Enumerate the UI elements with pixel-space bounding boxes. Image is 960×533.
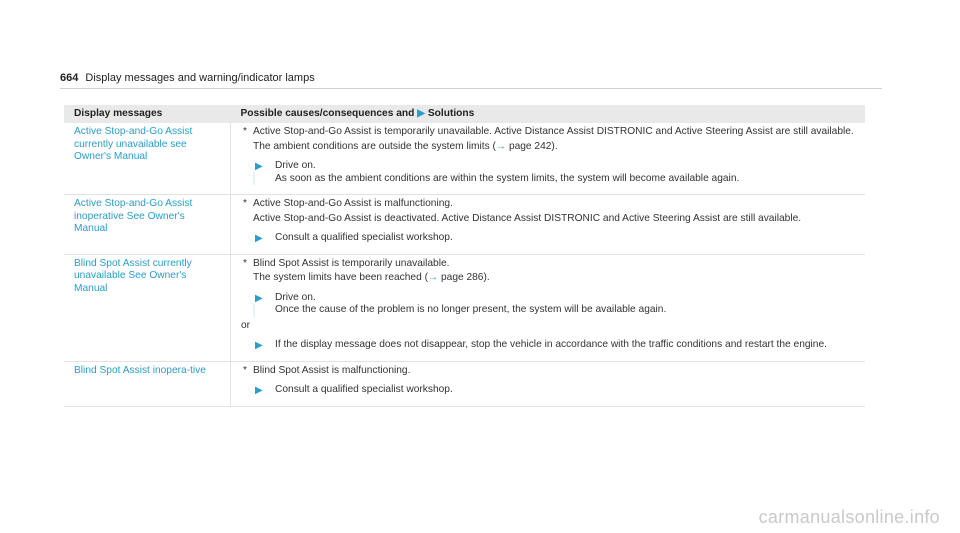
- detail-text: [241, 272, 855, 285]
- causes-solutions-cell: [231, 254, 866, 361]
- causes-solutions-cell: [231, 195, 866, 255]
- cause-text: Active Stop-and-Go Assist is malfunctioning.: [253, 198, 453, 209]
- causes-solutions-cell: [231, 361, 866, 406]
- detail-text-part: The system limits have been reached (: [253, 272, 428, 283]
- page-reference-link[interactable]: page 286).: [438, 272, 490, 283]
- cause: [241, 126, 855, 139]
- solution-step: [241, 232, 855, 245]
- table-row: [64, 195, 865, 255]
- page-header: [60, 72, 315, 84]
- watermark: carmanualsonline.info: [758, 507, 940, 527]
- display-message: Blind Spot Assist inopera-tive: [64, 361, 231, 406]
- column-header-causes: Possible causes/consequences and: [240, 107, 415, 119]
- detail-text: [241, 141, 855, 154]
- step-text: If the display message does not disappear, stop the vehicle in accordance with the traffic conditions and restart the engine.: [275, 339, 827, 350]
- table-header-row: [64, 105, 865, 123]
- column-header-causes-solutions: [231, 105, 866, 123]
- step-arrow-icon: ▶: [255, 385, 263, 396]
- column-header-solutions: Solutions: [427, 107, 475, 119]
- or-separator: or: [241, 319, 251, 331]
- step-arrow-icon: ▶: [255, 233, 263, 244]
- display-message: Active Stop-and-Go Assist currently unavailable see Owner's Manual: [64, 123, 231, 195]
- detail-text: Active Stop-and-Go Assist is deactivated. Active Distance Assist DISTRONIC and Active Steering Assist are still available.: [253, 212, 802, 224]
- cause: [241, 198, 855, 211]
- page-number: 664: [60, 72, 79, 84]
- asterisk-icon: *: [243, 198, 247, 209]
- display-message: Blind Spot Assist currently unavailable See Owner's Manual: [64, 254, 231, 361]
- page-header-title: Display messages and warning/indicator lamps: [85, 72, 315, 84]
- step-arrow-icon: ▶: [255, 161, 263, 172]
- page-reference-link[interactable]: page 242).: [506, 140, 558, 152]
- solution-step: [241, 339, 855, 352]
- step-marker-bar: [253, 304, 255, 317]
- header-divider: [60, 88, 882, 89]
- step-arrow-icon: ▶: [255, 292, 263, 304]
- cause-text: Active Stop-and-Go Assist is temporarily unavailable. Active Distance Assist DISTRONIC and Active Steering Assist are still available.: [253, 126, 854, 137]
- display-messages-table: [64, 105, 865, 407]
- detail-text-part: The ambient conditions are outside the system limits (: [253, 140, 496, 152]
- display-message: Active Stop-and-Go Assist inoperative See Owner's Manual: [64, 195, 231, 255]
- causes-solutions-cell: [231, 123, 866, 195]
- step-note: Once the cause of the problem is no longer present, the system will be available again.: [275, 304, 667, 315]
- asterisk-icon: *: [243, 257, 247, 269]
- step-text: Drive on.: [275, 291, 316, 303]
- asterisk-icon: *: [243, 364, 247, 376]
- step-text: Drive on.: [275, 160, 316, 171]
- table-row: [64, 123, 865, 195]
- solution-step: [241, 160, 855, 185]
- step-text: Consult a qualified specialist workshop.: [275, 384, 453, 395]
- column-header-display-messages: Display messages: [64, 105, 231, 123]
- step-note: As soon as the ambient conditions are within the system limits, the system will become available again.: [275, 172, 740, 184]
- cause: [241, 365, 855, 378]
- solutions-arrow-icon: ▶: [417, 107, 426, 119]
- step-text: Consult a qualified specialist workshop.: [275, 232, 453, 243]
- solution-step: [241, 384, 855, 397]
- cause: [241, 258, 855, 271]
- asterisk-icon: *: [243, 126, 247, 137]
- page-reference-arrow-icon: →: [427, 272, 439, 283]
- table-row: [64, 254, 865, 361]
- cause-text: Blind Spot Assist is temporarily unavailable.: [253, 257, 450, 269]
- table-row: [64, 361, 865, 406]
- solution-step: [241, 292, 855, 317]
- step-arrow-icon: ▶: [255, 340, 263, 351]
- cause-text: Blind Spot Assist is malfunctioning.: [253, 364, 411, 376]
- page-reference-arrow-icon: →: [495, 140, 507, 152]
- step-marker-bar: [253, 172, 255, 185]
